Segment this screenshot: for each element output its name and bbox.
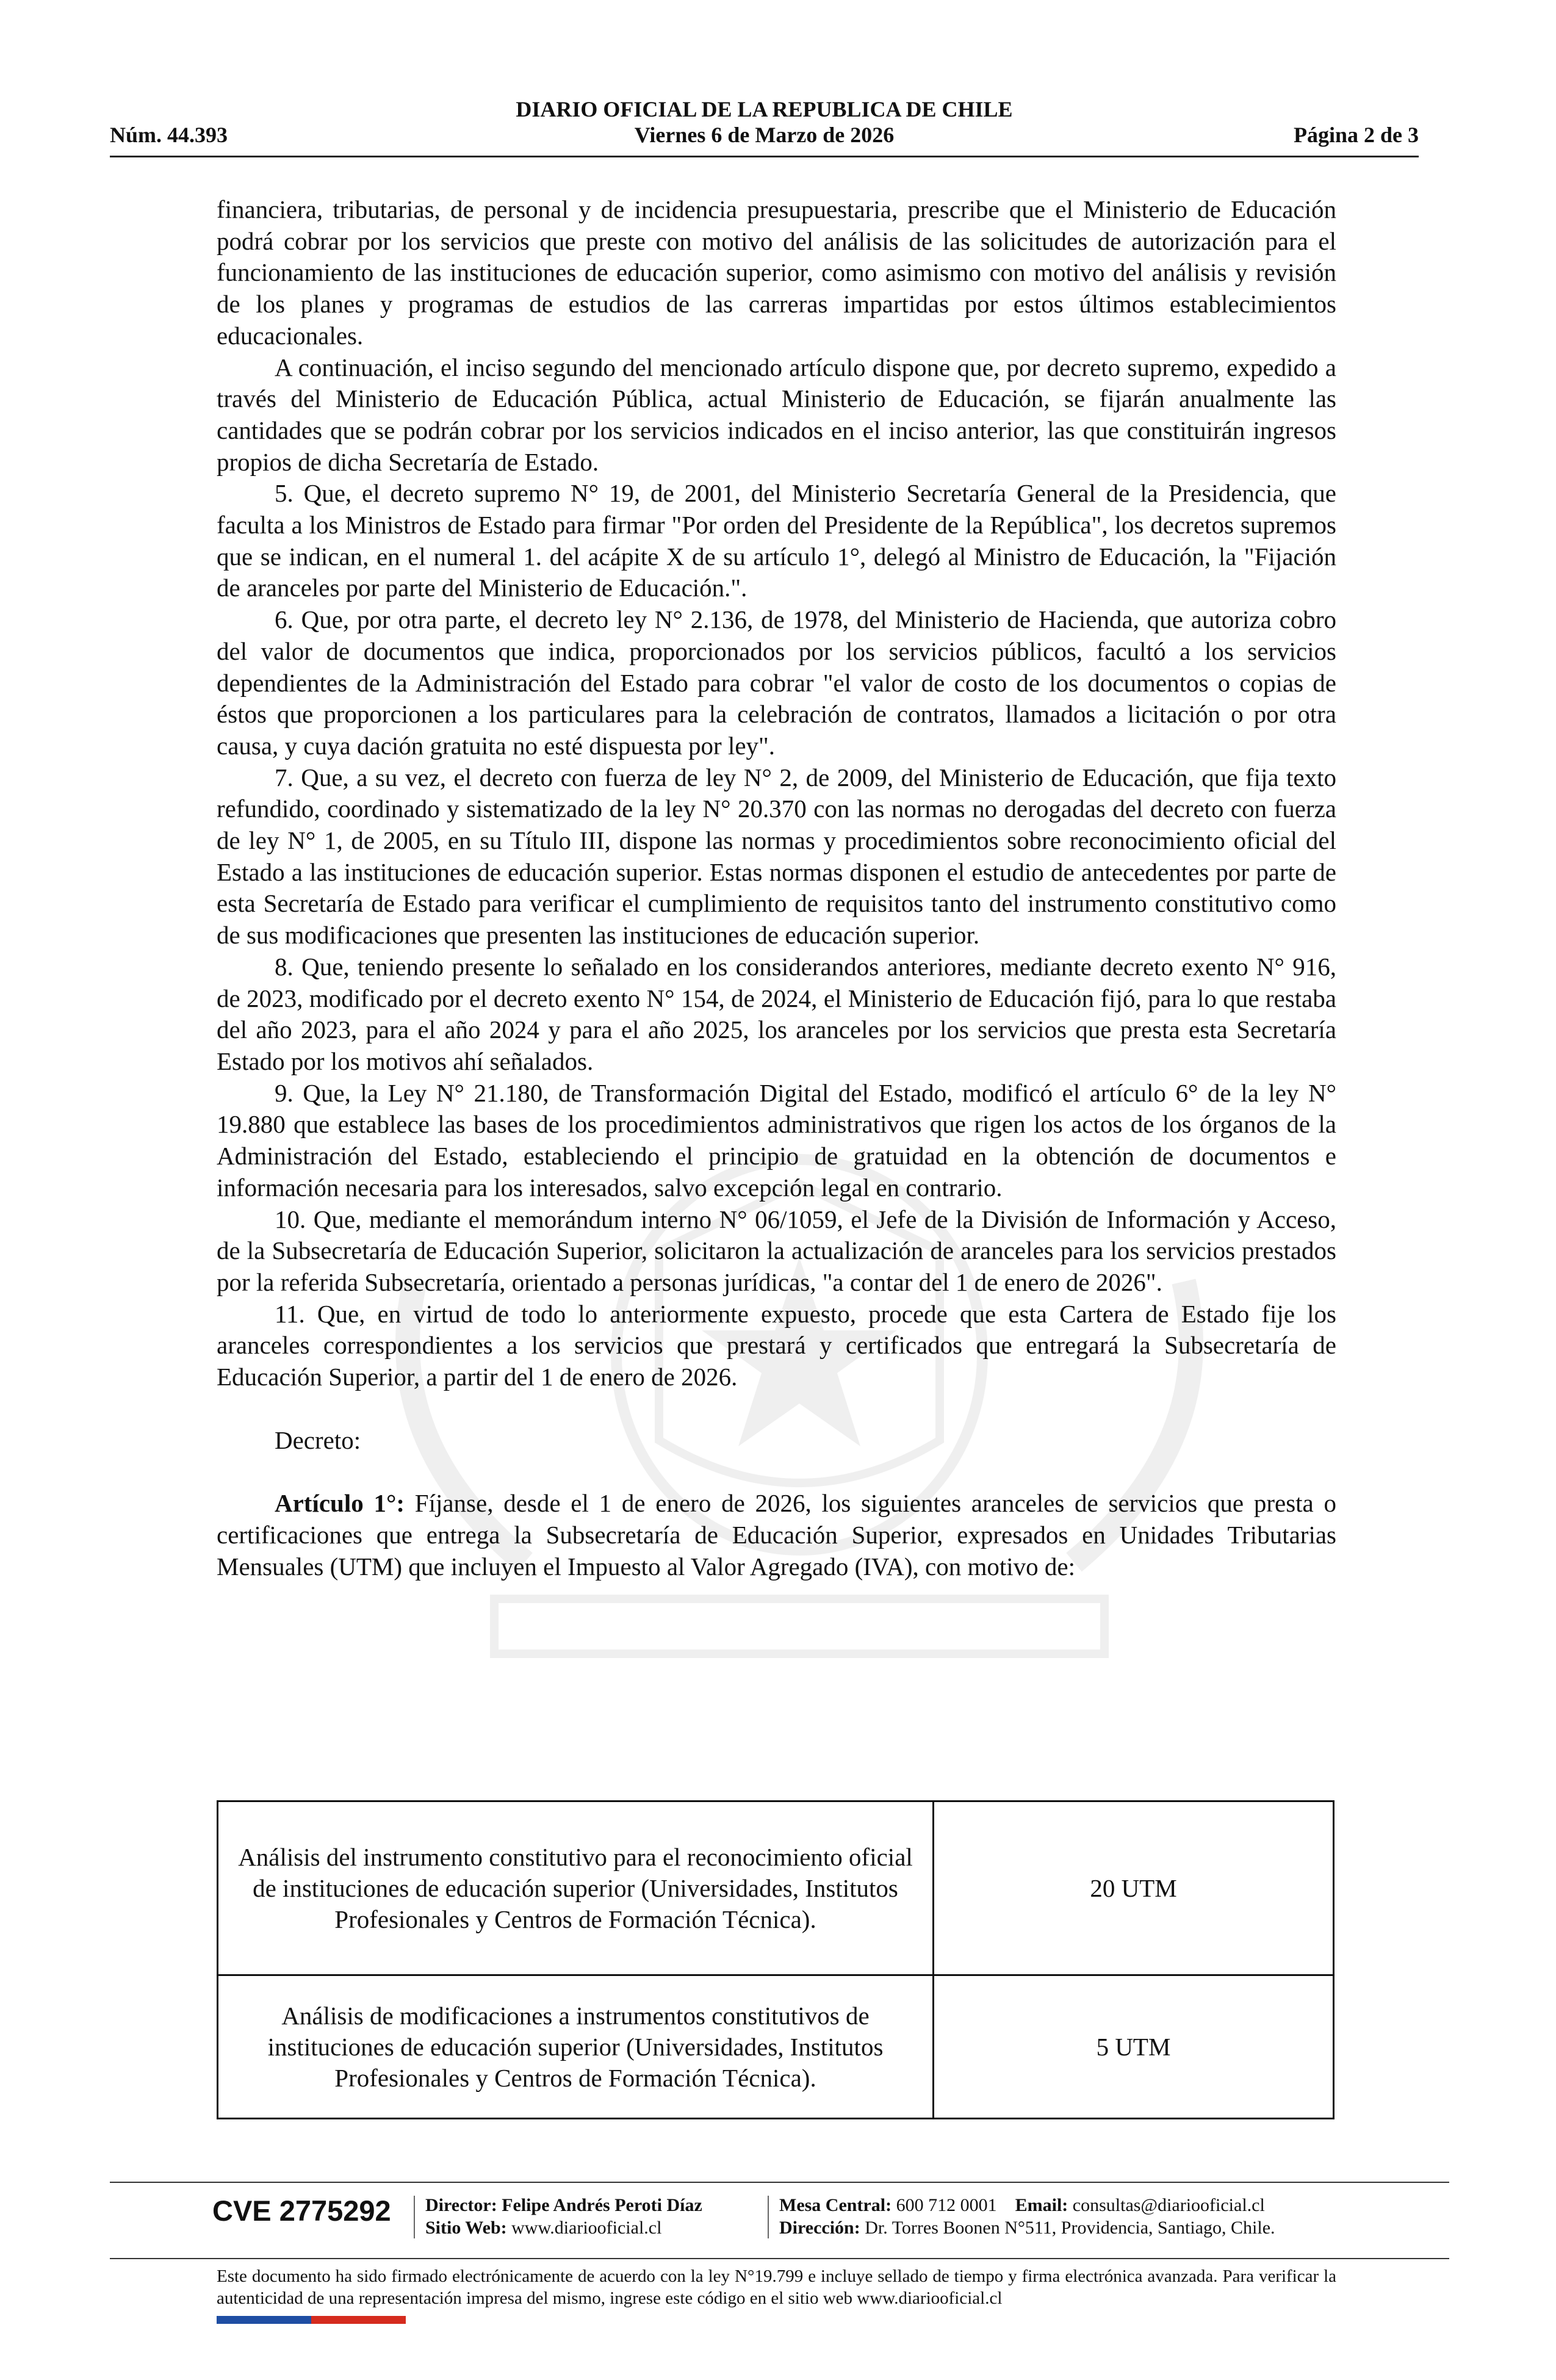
fee-description: Análisis de modificaciones a instrumentos constitutivos de instituciones de educación superior (Universidades, Institutos Profesionales y Centros de Formación Técnica). <box>218 1975 934 2119</box>
legal-notice: Este documento ha sido firmado electrónicamente de acuerdo con la ley N°19.799 e incluye sellado de tiempo y firma electrónica avanzada. Para verificar la autenticidad de una representación impresa del mismo, ingrese este código en el sitio web www.diariooficial.cl <box>217 2266 1336 2308</box>
gazette-title: DIARIO OFICIAL DE LA REPUBLICA DE CHILE <box>516 97 1013 121</box>
director-name: Felipe Andrés Peroti Díaz <box>502 2195 702 2215</box>
footer-director-block <box>425 2194 702 2239</box>
paragraph: 11. Que, en virtud de todo lo anteriormente expuesto, procede que esta Cartera de Estado fije los aranceles correspondientes a los servicios que prestará y certificados que entregará la Subsecretaría de Educación Superior, a partir del 1 de enero de 2026. <box>217 1299 1336 1391</box>
fee-value: 20 UTM <box>934 1801 1334 1975</box>
paragraph: 10. Que, mediante el memorándum interno N° 06/1059, el Jefe de la División de Información y Acceso, de la Subsecretaría de Educación Superior, solicitaron la actualización de aranceles para los servicios prestados por la referida Subsecretaría, orientado a personas jurídicas, "a contar del 1 de enero de 2026". <box>217 1205 1336 1296</box>
paragraph: 9. Que, la Ley N° 21.180, de Transformación Digital del Estado, modificó el artículo 6° de la ley N° 19.880 que establece las bases de los procedimientos administrativos que rigen los actos de los órganos de la Administración del Estado, estableciendo el principio de gratuidad en la obtención de documentos e información necesaria para los interesados, salvo excepción legal en contrario. <box>217 1078 1336 1202</box>
cve-code: CVE 2775292 <box>212 2194 391 2227</box>
fee-value: 5 UTM <box>934 1975 1334 2119</box>
flag-stripe-red <box>311 2316 406 2324</box>
paragraph: 5. Que, el decreto supremo N° 19, de 2001, del Ministerio Secretaría General de la Presidencia, que faculta a los Ministros de Estado para firmar "Por orden del Presidente de la República", los decretos supremos que se indican, en el numeral 1. del acápite X de su artículo 1°, delegó al Ministro de Educación, la "Fijación de aranceles por parte del Ministerio de Educación.". <box>217 479 1336 602</box>
article-label: Artículo 1°: <box>275 1489 405 1518</box>
website-link[interactable]: www.diariooficial.cl <box>511 2218 662 2238</box>
fees-table <box>217 1800 1334 2119</box>
email-link[interactable]: consultas@diariooficial.cl <box>1072 2195 1265 2215</box>
table-row <box>218 1801 1334 1975</box>
paragraph: 7. Que, a su vez, el decreto con fuerza de ley N° 2, de 2009, del Ministerio de Educación, que fija texto refundido, coordinado y sistematizado de la ley N° 20.370 con las normas no derogadas del decreto con fuerza de ley N° 1, de 2005, en su Título III, dispone las normas y procedimientos sobre reconocimiento oficial del Estado a las instituciones de educación superior. Estas normas disponen el estudio de antecedentes por parte de esta Secretaría de Estado para verificar el cumplimiento de requisitos tanto del instrumento constitutivo como de sus modificaciones que presenten las instituciones de educación superior. <box>217 763 1336 950</box>
footer-divider <box>110 2258 1449 2259</box>
issue-date: Viernes 6 de Marzo de 2026 <box>634 123 895 147</box>
flag-stripe-blue <box>217 2316 311 2324</box>
paragraph: 6. Que, por otra parte, el decreto ley N° 2.136, de 1978, del Ministerio de Hacienda, que autoriza cobro del valor de documentos que indica, proporcionados por los servicios públicos, facultó a los servicios dependientes de la Administración del Estado para cobrar "el valor de costo de los documentos o copias de éstos que proporcionen a los particulares para la celebración de contratos, llamados a licitación o por otra causa, y cuya dación gratuita no esté dispuesta por ley". <box>217 605 1336 760</box>
footer-separator <box>414 2196 415 2238</box>
footer-divider <box>110 2182 1449 2183</box>
fee-description: Análisis del instrumento constitutivo para el reconocimiento oficial de instituciones de educación superior (Universidades, Institutos Profesionales y Centros de Formación Técnica). <box>218 1801 934 1975</box>
header-divider <box>110 156 1419 157</box>
footer-contact-block <box>779 2194 1275 2239</box>
paragraph: financiera, tributarias, de personal y de incidencia presupuestaria, prescribe que el Ministerio de Educación podrá cobrar por los servicios que preste con motivo del análisis de las solicitudes de autorización para el funcionamiento de las instituciones de educación superior, como asimismo con motivo del análisis y revisión de los planes y programas de estudios de las carreras impartidas por estos últimos establecimientos educacionales. <box>217 195 1336 350</box>
header-row <box>110 122 1419 150</box>
paragraph: 8. Que, teniendo presente lo señalado en los considerandos anteriores, mediante decreto exento N° 916, de 2023, modificado por el decreto exento N° 154, de 2024, el Ministerio de Educación fijó, para lo que restaba del año 2023, para el año 2024 y para el año 2025, los aranceles por los servicios que presta esta Secretaría Estado por los motivos ahí señalados. <box>217 952 1336 1075</box>
email-label: Email: <box>1015 2195 1068 2215</box>
issue-number: Núm. 44.393 <box>110 123 228 147</box>
document-body <box>217 194 1336 1583</box>
address-label: Dirección: <box>779 2218 860 2238</box>
article-1 <box>217 1488 1336 1582</box>
footer-separator <box>768 2196 769 2238</box>
web-label: Sitio Web: <box>425 2218 507 2238</box>
article-text: Fíjanse, desde el 1 de enero de 2026, los siguientes aranceles de servicios que presta o certificaciones que entrega la Subsecretaría de Educación Superior, expresados en Unidades Tributarias Mensuales (UTM) que incluyen el Impuesto al Valor Agregado (IVA), con motivo de: <box>217 1489 1336 1581</box>
address: Dr. Torres Boonen N°511, Providencia, Santiago, Chile. <box>865 2218 1275 2238</box>
phone-number: 600 712 0001 <box>896 2195 997 2215</box>
page-indicator: Página 2 de 3 <box>1293 123 1419 147</box>
phone-label: Mesa Central: <box>779 2195 892 2215</box>
paragraph: A continuación, el inciso segundo del mencionado artículo dispone que, por decreto supremo, expedido a través del Ministerio de Educación Pública, actual Ministerio de Educación, se fijarán anualmente las cantidades que se podrán cobrar por los servicios indicados en el inciso anterior, las que constituirán ingresos propios de dicha Secretaría de Estado. <box>217 353 1336 476</box>
table-row <box>218 1975 1334 2119</box>
director-label: Director: <box>425 2195 497 2215</box>
decreto-heading: Decreto: <box>275 1426 361 1454</box>
